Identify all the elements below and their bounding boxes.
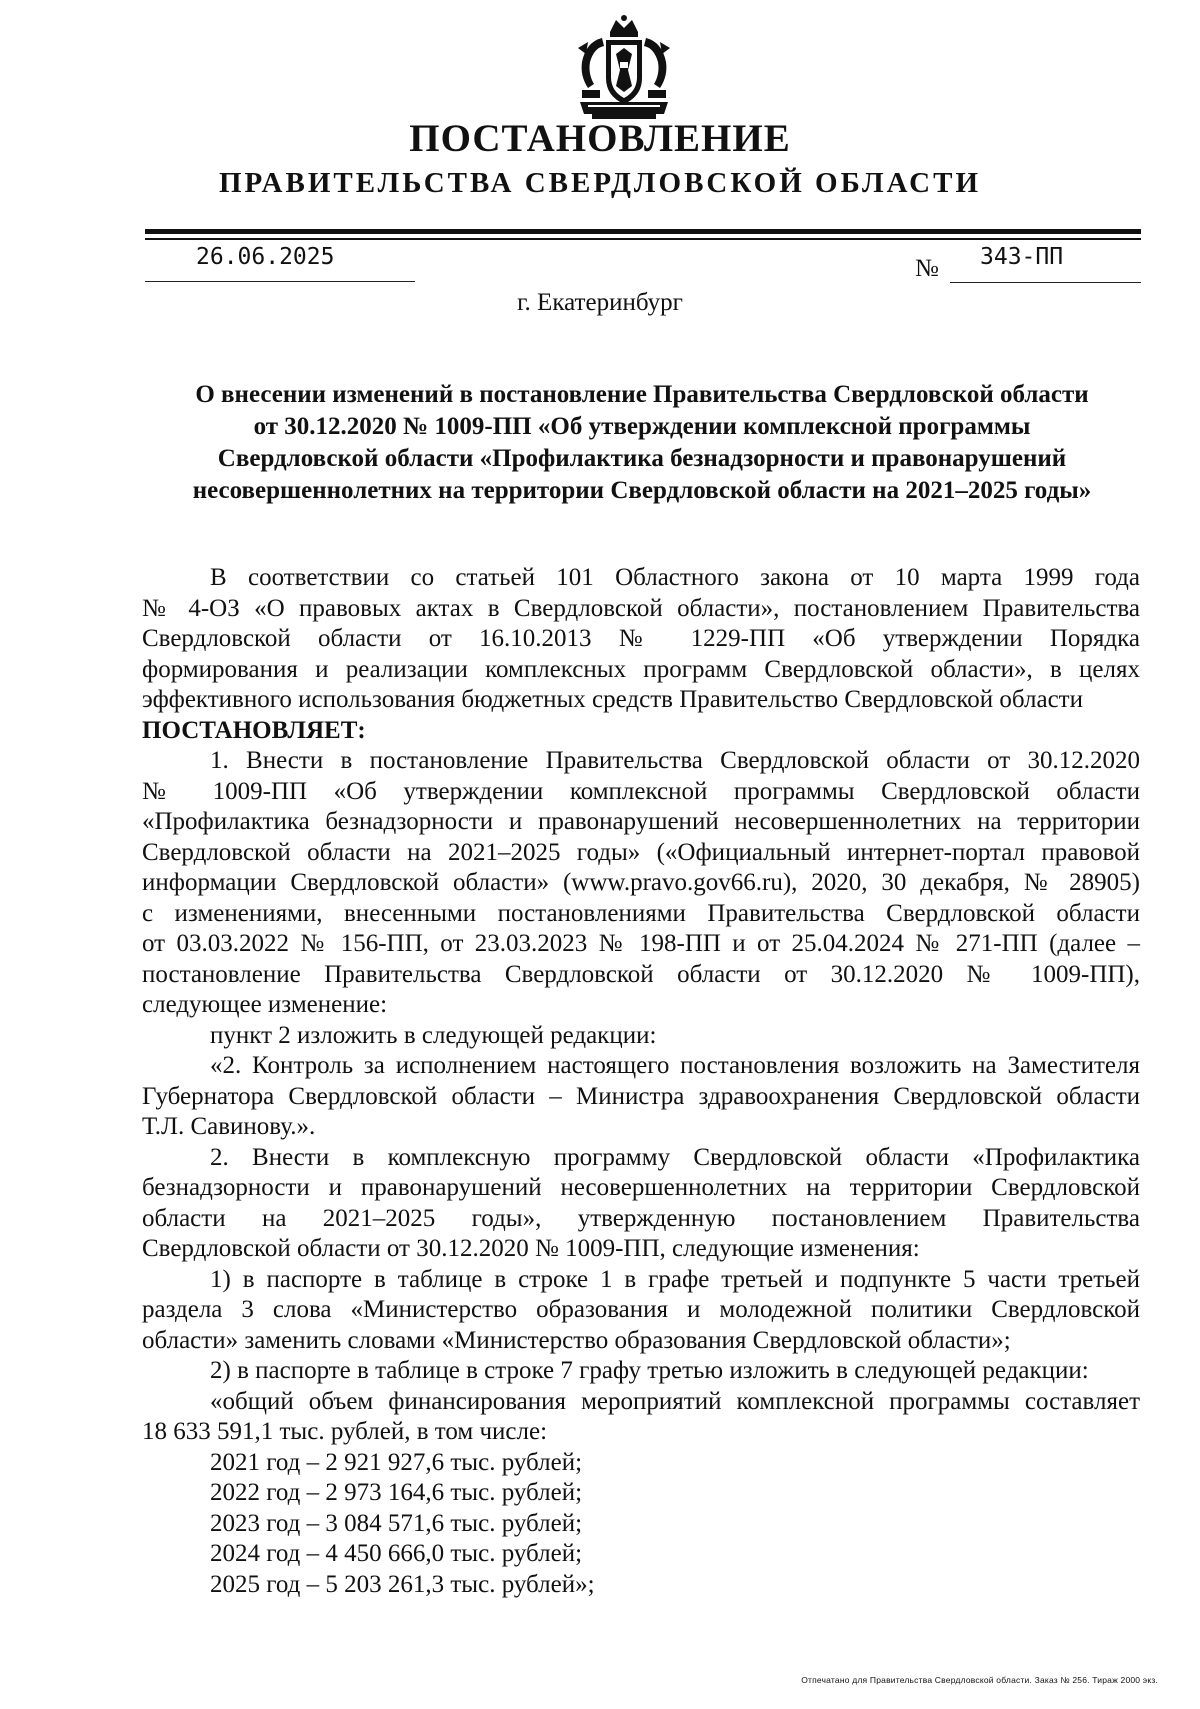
document-number: 343-ПП <box>980 244 1064 270</box>
clause-1-line: следующее изменение: <box>142 991 388 1018</box>
number-underline <box>950 282 1141 283</box>
funding-year-item: 2022 год – 2 973 164,6 тыс. рублей; <box>210 1479 583 1506</box>
clause-2-line: Свердловской области от 30.12.2020 № 1009-ПП, следующие изменения: <box>142 1235 920 1262</box>
title-line: от 30.12.2020 № 1009-ПП «Об утверждении комплексной программы <box>253 413 1031 440</box>
title-line: несовершеннолетних на территории Свердловской области на 2021–2025 годы» <box>192 477 1092 504</box>
title-line: О внесении изменений в постановление Правительства Свердловской области <box>195 381 1089 408</box>
document-body <box>142 563 1140 1600</box>
clause-1-subitem: пункт 2 изложить в следующей редакции: <box>210 1021 657 1049</box>
clause-2-1-line: области» заменить словами «Министерство образования Свердловской области»; <box>142 1326 1011 1354</box>
issue-city: г. Екатеринбург <box>517 289 683 316</box>
clause-1-line: от 03.03.2022 № 156-ПП, от 23.03.2023 № 198-ПП и от 25.04.2024 № 271-ПП (далее – <box>142 930 1140 957</box>
preamble-line: формирования и реализации комплексных программ Свердловской области», в целях <box>142 655 1140 683</box>
number-sign: № <box>915 255 939 282</box>
clause-2-line: области на 2021–2025 годы», утвержденную постановлением Правительства <box>142 1204 1140 1232</box>
clause-1-quote-line: Губернатора Свердловской области – Министра здравоохранения Свердловской области <box>142 1082 1140 1110</box>
document-subject-title <box>150 379 1134 507</box>
preamble-line: № 4-ОЗ «О правовых актах в Свердловской области», постановлением Правительства <box>142 594 1140 622</box>
clause-1-line: Свердловской области на 2021–2025 годы» («Официальный интернет-портал правовой <box>142 838 1140 866</box>
clause-2-line: безнадзорности и правонарушений несовершеннолетних на территории Свердловской <box>142 1174 1140 1201</box>
clause-2-2-quote-line: «общий объем финансирования мероприятий комплексной программы составляет <box>210 1387 1140 1415</box>
clause-2-line: 2. Внести в комплексную программу Свердловской области «Профилактика <box>210 1143 1140 1171</box>
preamble-line: В соответствии со статьей 101 Областного закона от 10 марта 1999 года <box>210 564 1140 591</box>
header-divider-thin <box>145 238 1141 240</box>
clause-1-line: «Профилактика безнадзорности и правонарушений несовершеннолетних на территории <box>142 808 1140 835</box>
print-note: Отпечатано для Правительства Свердловской области. Заказ № 256. Тираж 2000 экз. <box>801 1675 1158 1685</box>
funding-year-item: 2023 год – 3 084 571,6 тыс. рублей; <box>210 1509 583 1537</box>
coat-of-arms-icon <box>572 14 676 122</box>
clause-1-line: информации Свердловской области» (www.pravo.gov66.ru), 2020, 30 декабря, № 28905) <box>142 869 1140 896</box>
clause-1-line: № 1009-ПП «Об утверждении комплексной программы Свердловской области <box>142 777 1140 805</box>
clause-1-line: с изменениями, внесенными постановлениями Правительства Свердловской области <box>142 899 1140 927</box>
clause-2-1-line: раздела 3 слова «Министерство образования и молодежной политики Свердловской <box>142 1296 1140 1323</box>
clause-1-line: 1. Внести в постановление Правительства Свердловской области от 30.12.2020 <box>210 747 1140 774</box>
decree-word: ПОСТАНОВЛЯЕТ: <box>142 716 366 744</box>
document-type-title: ПОСТАНОВЛЕНИЕ <box>409 117 791 160</box>
clause-1-quote-line: Т.Л. Савинову.». <box>142 1113 316 1140</box>
clause-1-quote-line: «2. Контроль за исполнением настоящего постановления возложить на Заместителя <box>210 1052 1140 1079</box>
funding-year-item: 2024 год – 4 450 666,0 тыс. рублей; <box>210 1540 583 1567</box>
preamble-line: Свердловской области от 16.10.2013 № 1229-ПП «Об утверждении Порядка <box>142 625 1140 652</box>
clause-2-2-line: 2) в паспорте в таблице в строке 7 графу третью изложить в следующей редакции: <box>210 1357 1089 1384</box>
date-underline <box>145 281 415 282</box>
issuing-authority: ПРАВИТЕЛЬСТВА СВЕРДЛОВСКОЙ ОБЛАСТИ <box>218 167 982 199</box>
clause-2-2-quote-line: 18 633 591,1 тыс. рублей, в том числе: <box>142 1418 548 1445</box>
clause-2-1-line: 1) в паспорте в таблице в строке 1 в графе третьей и подпункте 5 части третьей <box>210 1265 1140 1293</box>
title-line: Свердловской области «Профилактика безнадзорности и правонарушений <box>217 445 1067 472</box>
document-date: 26.06.2025 <box>196 244 335 270</box>
funding-year-item: 2021 год – 2 921 927,6 тыс. рублей; <box>210 1448 583 1476</box>
funding-year-item: 2025 год – 5 203 261,3 тыс. рублей»; <box>210 1570 595 1598</box>
preamble-line: эффективного использования бюджетных средств Правительство Свердловской области <box>142 686 1083 713</box>
header-divider-thick <box>145 229 1141 234</box>
clause-1-line: постановление Правительства Свердловской области от 30.12.2020 № 1009-ПП), <box>142 960 1140 988</box>
